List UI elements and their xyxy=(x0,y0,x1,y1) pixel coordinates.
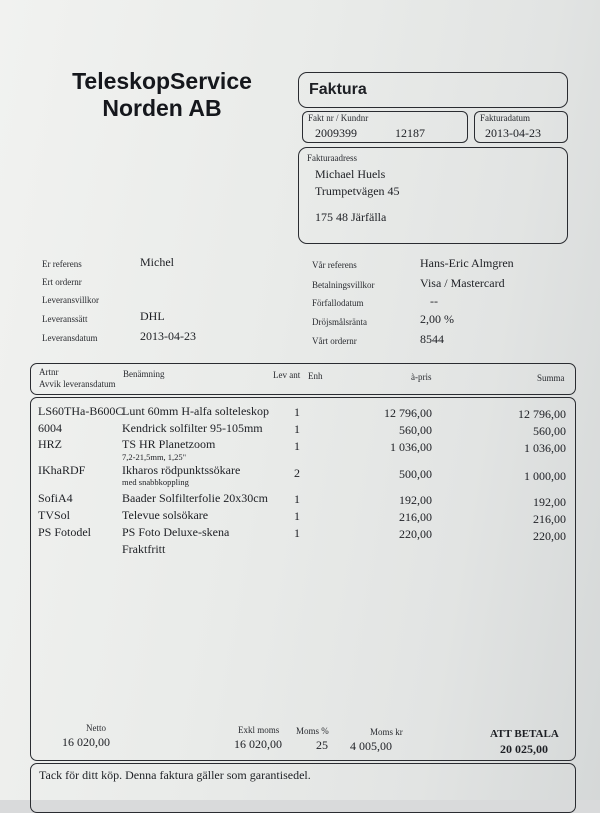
item-name: TS HR Planetzoom xyxy=(122,437,216,451)
moms-kr-label: Moms kr xyxy=(370,727,403,737)
col-benamning: Benämning xyxy=(123,369,165,379)
item-qty: 1 xyxy=(294,439,300,453)
footer-note: Tack för ditt köp. Denna faktura gäller som garantisedel. xyxy=(39,768,311,782)
moms-pct-label: Moms % xyxy=(296,726,329,736)
item-price: 216,00 xyxy=(399,510,432,524)
item-sum: 1 036,00 xyxy=(524,441,566,455)
item-name: PS Foto Deluxe-skena xyxy=(122,525,230,539)
meta-value-leveransdatum: 2013-04-23 xyxy=(140,329,196,343)
billing-address-box xyxy=(298,147,568,244)
item-sum: 192,00 xyxy=(533,495,566,509)
meta-value-er-referens: Michel xyxy=(140,255,174,269)
item-artnr: TVSol xyxy=(38,508,71,522)
invoice-date-label: Fakturadatum xyxy=(480,113,530,123)
item-artnr: IKhaRDF xyxy=(38,463,86,477)
meta-label-leveranssatt: Leveranssätt xyxy=(42,314,88,324)
item-sum: 560,00 xyxy=(533,424,566,438)
company-line-1: TeleskopService xyxy=(72,68,252,94)
col-lev-ant: Lev ant xyxy=(273,370,301,380)
col-a-pris: à-pris xyxy=(411,372,432,382)
att-betala-value: 20 025,00 xyxy=(500,742,548,756)
item-sum: 216,00 xyxy=(533,512,566,526)
item-qty: 2 xyxy=(294,466,300,480)
item-subtext: med snabbkoppling xyxy=(122,477,189,487)
col-summa: Summa xyxy=(537,373,565,383)
col-enh: Enh xyxy=(308,371,323,381)
exkl-moms-label: Exkl moms xyxy=(238,725,280,735)
item-price: 1 036,00 xyxy=(390,440,432,454)
item-sum: 1 000,00 xyxy=(524,469,566,483)
meta-value-betalningsvillkor: Visa / Mastercard xyxy=(420,276,505,290)
netto-value: 16 020,00 xyxy=(62,735,110,749)
invoice-date: 2013-04-23 xyxy=(485,126,541,140)
att-betala-label: ATT BETALA xyxy=(490,728,559,740)
item-artnr: 6004 xyxy=(38,421,62,435)
item-price: 12 796,00 xyxy=(384,406,432,420)
item-name: Ikharos rödpunktssökare xyxy=(122,463,241,477)
item-qty: 1 xyxy=(294,492,300,506)
meta-label-leveransdatum: Leveransdatum xyxy=(42,333,98,343)
footer-note-box xyxy=(30,763,576,813)
meta-label-drojsmalsranta: Dröjsmålsränta xyxy=(312,317,367,327)
meta-label-er-referens: Er referens xyxy=(42,259,82,269)
meta-value-drojsmalsranta: 2,00 % xyxy=(420,312,454,326)
item-name: Baader Solfilterfolie 20x30cm xyxy=(122,491,268,505)
item-qty: 1 xyxy=(294,405,300,419)
meta-label-betalningsvillkor: Betalningsvillkor xyxy=(312,280,375,290)
item-qty: 1 xyxy=(294,422,300,436)
company-line-2: Norden AB xyxy=(102,95,222,121)
item-artnr: SofiA4 xyxy=(38,491,73,505)
meta-value-forfallodatum: -- xyxy=(430,294,438,308)
invoice-number: 2009399 xyxy=(315,126,357,140)
freight-note: Fraktfritt xyxy=(122,542,166,556)
items-box xyxy=(30,397,576,761)
moms-pct-value: 25 xyxy=(316,738,328,752)
item-price: 500,00 xyxy=(399,467,432,481)
item-artnr: LS60THa-B600C xyxy=(38,404,124,418)
item-price: 220,00 xyxy=(399,527,432,541)
item-qty: 1 xyxy=(294,509,300,523)
invoice-number-label: Fakt nr / Kundnr xyxy=(308,113,369,123)
billing-address-label: Fakturaadress xyxy=(307,153,357,163)
item-artnr: HRZ xyxy=(38,437,62,451)
col-avvik-leveransdatum: Avvik leveransdatum xyxy=(39,379,116,389)
netto-label: Netto xyxy=(86,723,106,733)
item-sum: 12 796,00 xyxy=(518,407,566,421)
customer-number: 12187 xyxy=(395,126,425,140)
table-header-box xyxy=(30,363,576,395)
item-name: Lunt 60mm H-alfa solteleskop xyxy=(122,404,269,418)
invoice-title: Faktura xyxy=(309,81,367,98)
item-price: 192,00 xyxy=(399,493,432,507)
meta-label-ert-ordernr: Ert ordernr xyxy=(42,277,82,287)
address-name: Michael Huels xyxy=(315,167,386,181)
meta-value-vart-ordernr: 8544 xyxy=(420,332,444,346)
col-artnr: Artnr xyxy=(39,367,59,377)
invoice-number-box xyxy=(302,111,468,143)
meta-label-var-referens: Vår referens xyxy=(312,260,357,270)
item-name: Kendrick solfilter 95-105mm xyxy=(122,421,263,435)
meta-label-leveransvillkor: Leveransvillkor xyxy=(42,295,99,305)
meta-label-forfallodatum: Förfallodatum xyxy=(312,298,364,308)
meta-value-leveranssatt: DHL xyxy=(140,309,165,323)
exkl-moms-value: 16 020,00 xyxy=(234,737,282,751)
item-name: Televue solsökare xyxy=(122,508,209,522)
item-sum: 220,00 xyxy=(533,529,566,543)
company-name xyxy=(42,68,282,122)
item-artnr: PS Fotodel xyxy=(38,525,92,539)
item-price: 560,00 xyxy=(399,423,432,437)
invoice-date-box xyxy=(474,111,568,143)
item-qty: 1 xyxy=(294,526,300,540)
item-subtext: 7,2-21,5mm, 1,25" xyxy=(122,452,187,462)
invoice-title-box xyxy=(298,72,568,108)
meta-label-vart-ordernr: Vårt ordernr xyxy=(312,336,357,346)
meta-value-var-referens: Hans-Eric Almgren xyxy=(420,256,514,270)
address-city: 175 48 Järfälla xyxy=(315,210,387,224)
moms-kr-value: 4 005,00 xyxy=(350,739,392,753)
address-street: Trumpetvägen 45 xyxy=(315,184,400,198)
